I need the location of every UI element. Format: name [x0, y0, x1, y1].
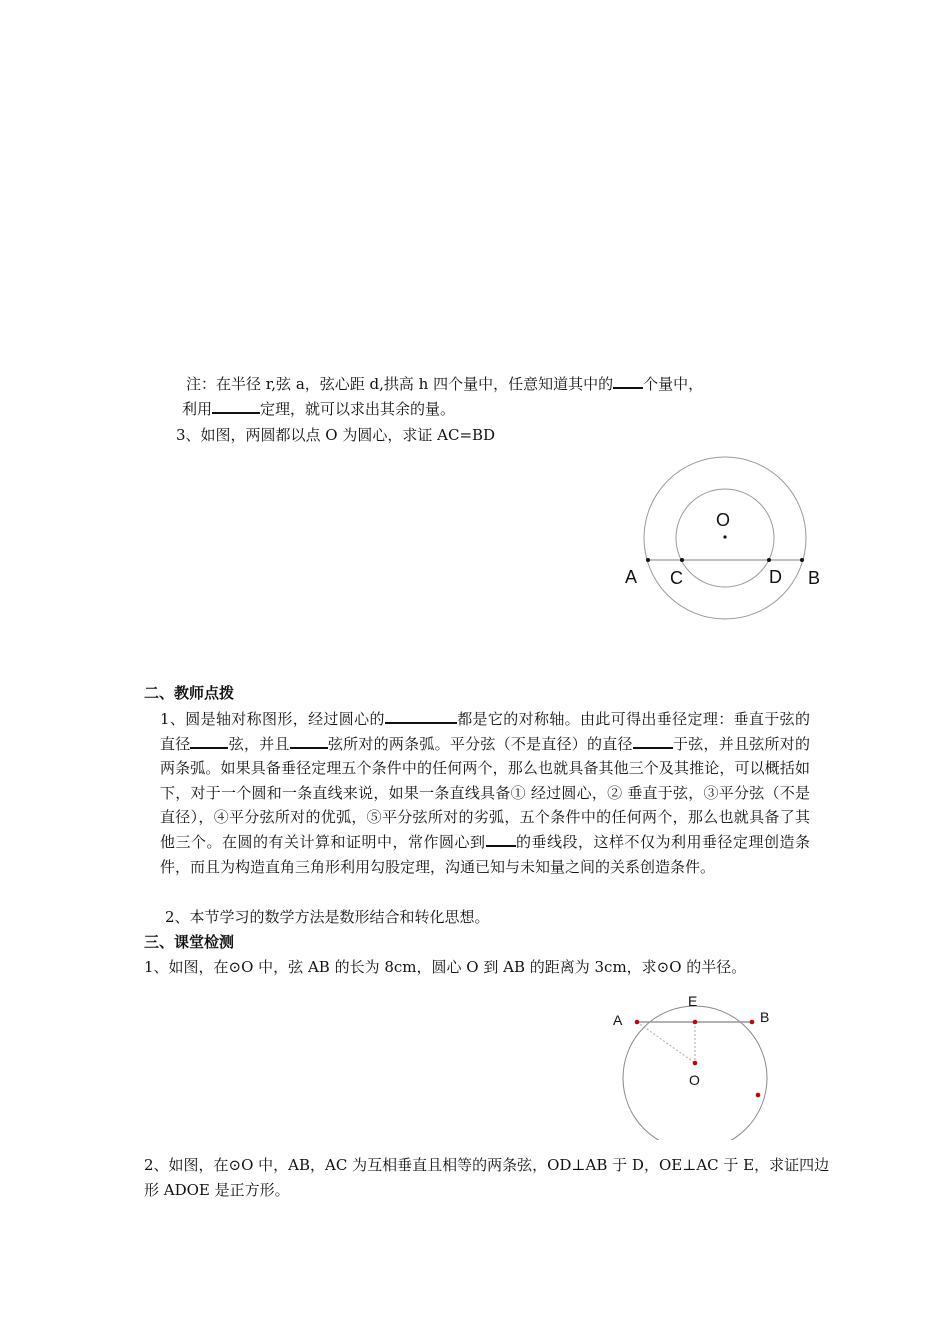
- question-2-line-2: 形 ADOE 是正方形。: [144, 1181, 290, 1199]
- blank-diameter: [385, 708, 457, 724]
- note-line-2-text-b: 定理，就可以求出其余的量。: [260, 400, 456, 418]
- point-A: [646, 558, 650, 562]
- point-C: [680, 558, 684, 562]
- section-2-heading: 二、教师点拨: [144, 684, 235, 702]
- concentric-circles-figure: [620, 450, 840, 630]
- point-D: [767, 558, 771, 562]
- note-line-1: [186, 373, 703, 394]
- p1-s4: 弦，并且: [228, 734, 290, 753]
- point-B: [800, 558, 804, 562]
- blank-chord: [486, 831, 516, 847]
- point-O: [693, 1061, 698, 1066]
- label-B: B: [760, 1009, 770, 1025]
- blank-bisect-chord: [190, 733, 228, 749]
- p1-s1: 1、圆是轴对称图形，经过圆心的: [160, 710, 385, 728]
- point-E: [693, 1020, 698, 1025]
- section-2-paragraph-1: [160, 707, 810, 879]
- label-O: O: [689, 1072, 700, 1088]
- p1-s5: 弦所对的两条弧。平分弦（不是直径）的直径: [327, 734, 633, 753]
- problem-3-text: 3、如图，两圆都以点 O 为圆心，求证 AC=BD: [176, 426, 496, 444]
- label-E: E: [688, 993, 698, 1009]
- note-line-2-text-a: 利用: [182, 400, 213, 418]
- blank-bisect-arcs: [290, 733, 328, 749]
- note-line-1-text-a: 注：在半径 r,弦 a，弦心距 d,拱高 h 四个量中，任意知道其中的: [186, 375, 614, 393]
- p1-s7: 弦所对的两条弧。如果具备垂径定理五个条件中的任何两个，那么也就具备其他三个及其推论，可以概括如下，对于一个圆和一条直线来说，如果一条直线具备① 经过圆心，② 垂直于弦，③平分弦（不是直径），④平分弦所对的优弧，⑤平分弦所对的劣弧，五个条件中的任何两个，那么也就具备了其他三个。在圆的有关计算和证明中，常作圆心到: [160, 734, 810, 851]
- chord-distance-figure: [600, 985, 790, 1140]
- point-on-circle: [756, 1093, 761, 1098]
- blank-quantity-count: [613, 373, 643, 389]
- label-A: A: [613, 1012, 623, 1028]
- question-1-text: 1、如图，在⊙O 中，弦 AB 的长为 8cm，圆心 O 到 AB 的距离为 3cm，求⊙O 的半径。: [144, 958, 747, 976]
- p1-s2: 都是它的对称轴。由此可得出垂径定理：垂直于: [456, 710, 780, 728]
- blank-perpendicular: [633, 733, 673, 749]
- label-O: O: [716, 510, 731, 530]
- center-point-O: [723, 535, 726, 538]
- section-2-paragraph-2: 2、本节学习的数学方法是数形结合和转化思想。: [165, 908, 490, 926]
- point-A: [635, 1020, 640, 1025]
- label-B: B: [808, 568, 821, 588]
- section-3-heading: 三、课堂检测: [144, 933, 235, 951]
- segment-OA: [637, 1022, 695, 1063]
- point-B: [750, 1020, 755, 1025]
- blank-theorem-name: [212, 398, 260, 414]
- note-line-2: [182, 398, 455, 419]
- label-D: D: [769, 567, 782, 587]
- label-C: C: [670, 568, 683, 588]
- p1-s8: 的垂线段，这样不仅为利用垂径定理创造条件，而且为构造直角三角形利用勾股定理，沟通已知与未知量之间的关系创造条件。: [160, 832, 810, 876]
- note-line-1-text-b: 个量中，: [643, 375, 704, 393]
- question-2-line-1: 2、如图，在⊙O 中，AB，AC 为互相垂直且相等的两条弦，OD⊥AB 于 D，OE⊥AC 于 E，求证四边: [144, 1156, 830, 1174]
- p1-s6: 于弦，并且: [672, 734, 750, 753]
- label-A: A: [625, 567, 638, 587]
- p1-s3: 弦的直径: [160, 710, 810, 753]
